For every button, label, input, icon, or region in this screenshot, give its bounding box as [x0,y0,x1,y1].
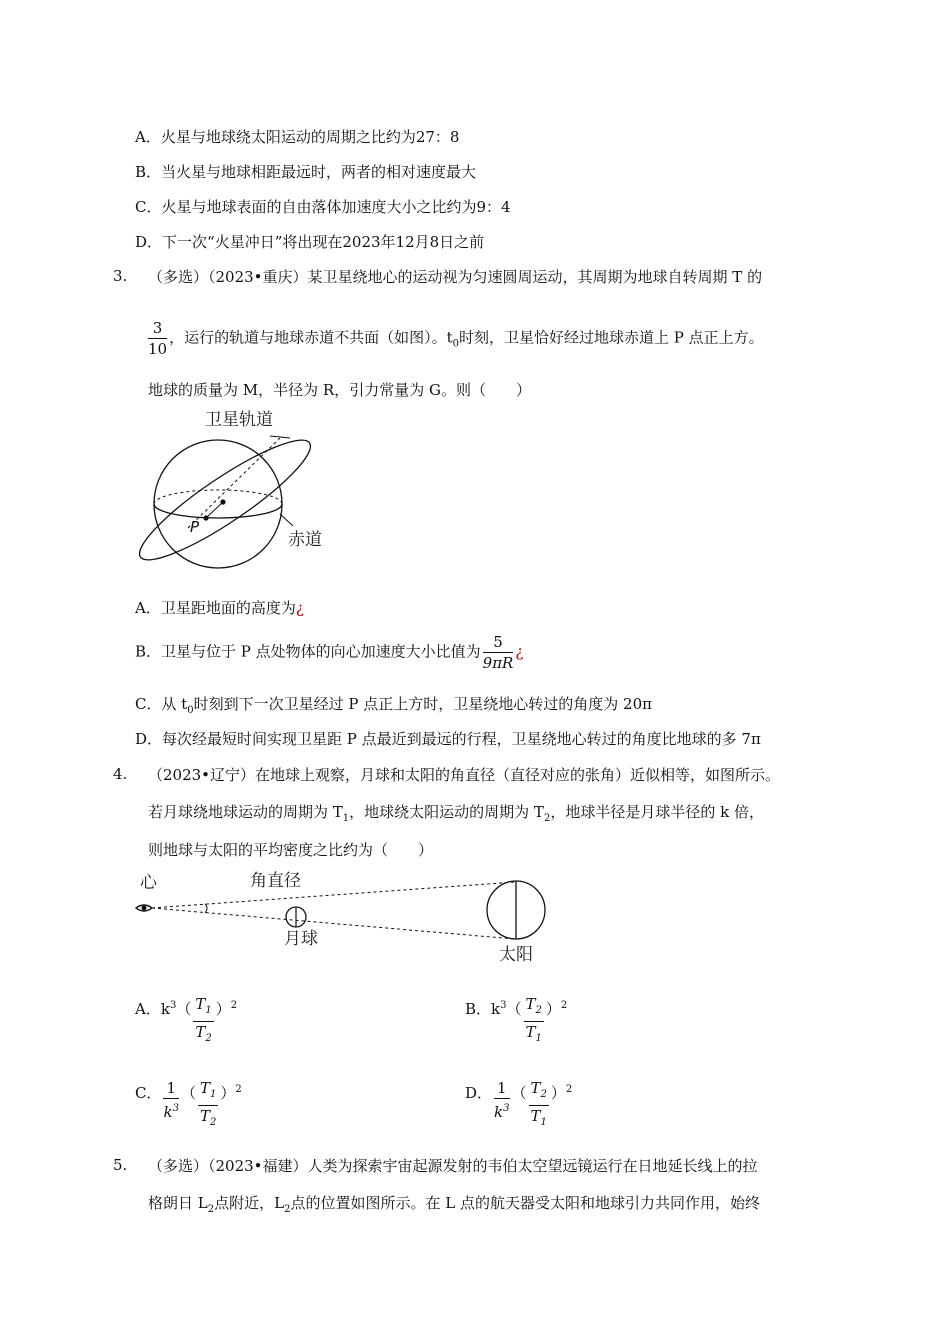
q4-option-a-k-exp: 3 [169,1000,177,1011]
orbit-label: 卫星轨道 [205,410,273,430]
q4-option-d-paren-r: ） [550,1084,566,1102]
q4-option-c-one: 1 [163,1078,178,1099]
q3-option-d: D．每次经最短时间实现卫星距 P 点最近到最远的行程，卫星绕地心转过的角度比地球的多 7π [135,730,761,748]
q4-option-a-den-sub: 2 [205,1033,212,1044]
orbit-leader [270,436,290,438]
q4-option-c-den-sub: 2 [209,1117,217,1128]
q3-stem-line1: （多选）（2023•重庆）某卫星绕地心的运动视为匀速圆周运动，其周期为地球自转周期 T 的 [148,268,763,286]
q3-option-c [135,694,652,721]
q4-option-c-paren-r: ） [220,1084,236,1102]
q5-line2-sub2: 2 [284,1204,291,1215]
moon-label: 月球 [284,929,318,949]
q4-option-d-den-sub: 1 [540,1117,547,1128]
equator-back [154,490,282,504]
q3-line2-text-b: 时刻，卫星恰好经过地球赤道上 P 点正上方。 [459,328,764,347]
earth-circle [154,440,282,568]
radius-line [206,502,223,518]
q4-option-b-den-sub: 1 [535,1033,542,1044]
q4-stem-line2 [148,802,764,829]
q4-option-a-num-sub: 1 [205,1005,212,1016]
q4-angular-diameter-diagram [130,862,560,972]
q3-line2-sub: 0 [452,338,459,350]
q4-option-c-fraction-2 [198,1078,218,1133]
lower-sight-line [152,908,515,939]
q4-line2-c: ，地球半径是月球半径的 k 倍， [550,803,764,821]
q3-stem-line3: 地球的质量为 M，半径为 R，引力常量为 G。则（ ） [148,381,531,399]
angle-label: 角直径 [250,871,301,891]
q4-option-b-k-exp: 3 [500,1000,507,1011]
q3-option-b-glyph: ¿ [515,642,524,661]
q3-option-c-text-b: 时刻到下一次卫星经过 P 点正上方时，卫星绕地心转过的角度为 20π [193,695,653,713]
q4-option-d-fraction-2 [529,1078,549,1133]
q5-line2-b: 点附近，L [214,1194,285,1212]
q4-option-c-num-sub: 1 [209,1089,217,1100]
q4-option-b-paren-l: （ [506,1000,522,1018]
q4-option-a-label: A． [135,1000,161,1018]
q4-option-d-one: 1 [494,1078,509,1099]
q4-option-c-num-t: T [199,1079,210,1097]
eye-label: 心 [140,873,157,893]
q3-option-b-text: B．卫星与位于 P 点处物体的向心加速度大小比值为 [135,642,481,661]
q4-option-d-paren-l: （ [511,1084,527,1102]
q2-option-d: D．下一次“火星冲日”将出现在2023年12月8日之前 [135,233,485,251]
q4-option-d-num-sub: 2 [540,1089,547,1100]
p-label: P [190,518,200,536]
q3-option-b-fraction [483,632,514,673]
q4-option-c-k-exp: 3 [172,1103,179,1114]
q5-line2-a: 格朗日 L [148,1194,208,1212]
q4-line2-sub1: 1 [342,813,350,824]
q3-option-c-sub: 0 [187,705,194,716]
orbit-hidden-segment [188,438,280,528]
sun-label: 太阳 [499,945,533,965]
q2-option-a: A．火星与地球绕太阳运动的周期之比约为27：8 [135,128,460,146]
q5-number: 5. [113,1156,128,1174]
q4-option-d [465,1078,572,1133]
q4-option-a-num-t: T [195,995,206,1013]
upper-sight-line [152,882,515,908]
q4-option-d-num-t: T [530,1079,541,1097]
q4-option-b-label: B． [465,1000,492,1018]
q4-option-c-square: 2 [235,1084,242,1095]
q4-option-a-paren-l: （ [176,1000,192,1018]
q3-option-a-text: A．卫星距地面的高度为 [135,599,296,617]
equator-leader [280,514,293,526]
q4-option-a-k: k [160,1000,170,1018]
q5-stem-line2 [148,1193,760,1220]
q4-line2-sub2: 2 [543,813,551,824]
q3-stem-line2 [146,318,764,359]
q4-option-d-square: 2 [565,1084,573,1095]
q4-option-a [135,994,237,1049]
q4-option-c-fraction-1 [163,1078,178,1122]
q4-number: 4. [113,765,128,783]
q5-line2-c: 点的位置如图所示。在 L 点的航天器受太阳和地球引力共同作用，始终 [290,1194,760,1212]
q3-number: 3. [113,267,128,285]
q4-option-b-den-t: T [525,1023,536,1041]
q3-fraction-numerator: 3 [148,318,167,339]
q4-option-c-paren-l: （ [180,1084,196,1102]
q4-option-d-k: k [494,1103,504,1121]
q4-line2-b: ，地球绕太阳运动的周期为 T [349,803,544,821]
q4-option-d-den-t: T [530,1107,541,1125]
q4-option-a-fraction [193,994,213,1049]
q3-option-a-glyph: ¿ [295,599,304,617]
angle-arc [205,904,207,913]
q4-option-c-label: C． [135,1084,162,1102]
q2-option-c: C．火星与地球表面的自由落体加速度大小之比约为9：4 [135,198,511,216]
q4-option-b-paren-r: ） [545,1000,561,1018]
q4-option-c [135,1078,242,1133]
q4-option-c-den-t: T [199,1107,210,1125]
q4-option-b-k: k [491,1000,501,1018]
q3-option-b-den: 9πR [482,654,514,672]
q4-option-d-k-exp: 3 [503,1103,510,1114]
q5-stem-line1: （多选）（2023•福建）人类为探索宇宙起源发射的韦伯太空望远镜运行在日地延长线上的拉 [148,1157,758,1175]
q3-line2-text-a: ，运行的轨道与地球赤道不共面（如图）。t [169,328,453,347]
q4-option-b-num-t: T [525,995,536,1013]
q4-option-d-fraction-1 [494,1078,509,1122]
equator-label: 赤道 [288,530,322,550]
q2-option-b: B．当火星与地球相距最远时，两者的相对速度最大 [135,163,477,181]
q4-option-d-label: D． [465,1084,493,1102]
q4-option-a-square: 2 [230,1000,238,1011]
q3-option-a [135,598,304,618]
q4-option-b-fraction [524,994,544,1049]
q4-stem-line3: 则地球与太阳的平均密度之比约为（ ） [148,841,434,859]
q3-fraction [148,318,167,359]
q3-option-b-num: 5 [483,632,514,653]
q4-option-a-den-t: T [195,1023,206,1041]
q4-stem-line1: （2023•辽宁）在地球上观察，月球和太阳的角直径（直径对应的张角）近似相等，如图所示。 [148,766,781,784]
q4-line2-a: 若月球绕地球运动的周期为 T [148,803,343,821]
q4-option-b [465,994,567,1049]
q4-option-b-num-sub: 2 [535,1005,542,1016]
q4-option-a-paren-r: ） [215,1000,231,1018]
eye-pupil [142,906,147,911]
q3-option-b [135,632,523,673]
q3-fraction-denominator: 10 [148,340,168,358]
satellite-orbit [130,425,322,575]
q4-option-b-square: 2 [560,1000,568,1011]
q3-option-c-text-a: C．从 t [135,695,188,713]
q3-satellite-orbit-diagram [130,400,330,575]
q5-line2-sub: 2 [207,1204,215,1215]
q4-option-c-k: k [163,1103,173,1121]
